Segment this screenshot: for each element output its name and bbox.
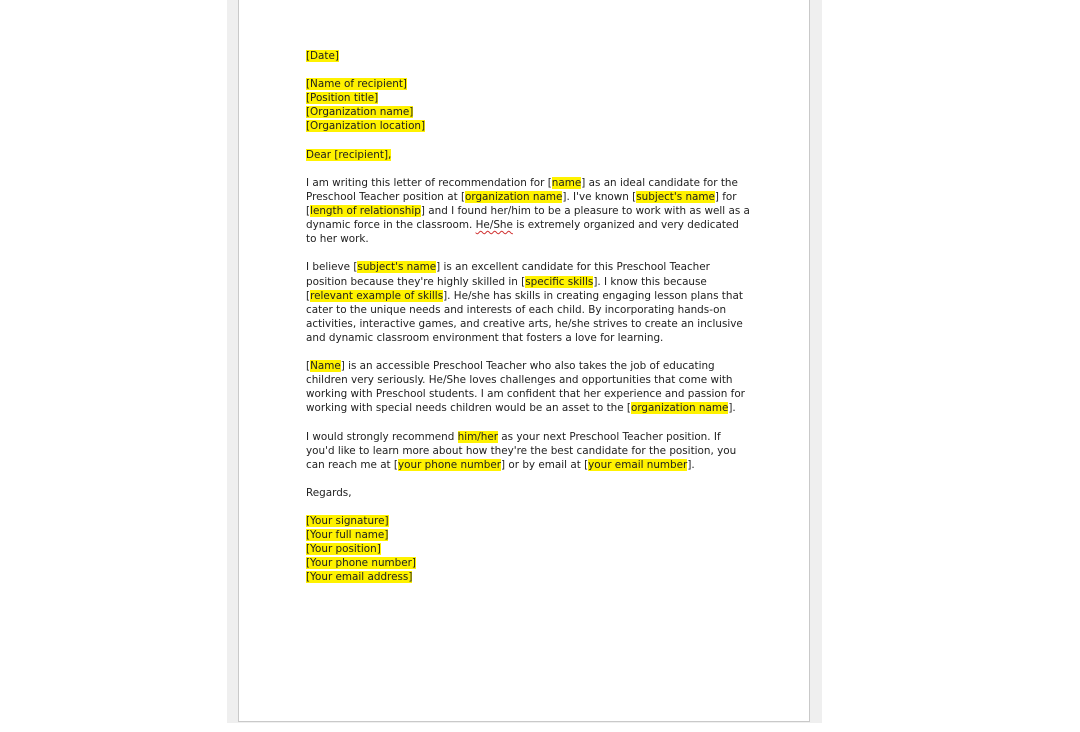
signature-placeholder: [Your signature] (306, 515, 389, 528)
text: I believe [ (306, 261, 358, 274)
spellcheck-word[interactable]: He/She (475, 219, 513, 232)
text: ]. (687, 458, 695, 471)
text: ] and I found her/him to be a pleasure to work with as well as a dynamic force in the classroom. (306, 205, 750, 232)
text: ] or by email at [ (501, 458, 589, 471)
highlight-organization-name: organization name (630, 402, 729, 415)
text: is extremely organized and very dedicated to her work. (306, 219, 739, 246)
signature-block (306, 514, 751, 584)
highlight-length-of-relationship: length of relationship (310, 205, 421, 218)
paragraph-1 (306, 176, 751, 246)
text: ] is an excellent candidate for this Preschool Teacher position because they're highly skilled in [ (306, 261, 710, 288)
paragraph-2 (306, 260, 751, 345)
date-placeholder: [Date] (306, 50, 339, 62)
text: I would strongly recommend (306, 430, 458, 443)
salutation-text: Dear [recipient], (306, 148, 392, 161)
paragraph-3 (306, 359, 751, 415)
text: ] as an ideal candidate for the Preschool Teacher position at [ (306, 176, 738, 203)
email-placeholder: [Your email address] (306, 571, 413, 584)
highlight-name: name (551, 176, 582, 189)
document-page[interactable] (238, 0, 810, 722)
letter-body[interactable] (306, 49, 751, 599)
recipient-name: [Name of recipient] (306, 78, 407, 91)
text: ] is an accessible Preschool Teacher who also takes the job of educating children very seriously. He/She loves challenges and opportunities that come with working with Preschool students. I am confident that her experience and passion for working with special needs children would be an asset to the [ (306, 360, 745, 415)
phone-placeholder: [Your phone number] (306, 557, 416, 570)
highlight-relevant-example: relevant example of skills (310, 289, 444, 302)
paragraph-4 (306, 430, 751, 472)
highlight-specific-skills: specific skills (525, 275, 594, 288)
highlight-phone-number: your phone number (398, 458, 502, 471)
recipient-block (306, 77, 751, 133)
highlight-name: Name (310, 360, 341, 373)
text: [ (306, 360, 311, 373)
organization-location: [Organization location] (306, 120, 426, 133)
text: ] for [ (306, 190, 737, 218)
date-line (306, 49, 751, 63)
highlight-organization-name: organization name (465, 190, 563, 203)
highlight-pronoun: him/her (457, 430, 498, 443)
salutation (306, 148, 751, 162)
text: ]. (728, 402, 736, 415)
text: I am writing this letter of recommendation for [ (306, 176, 552, 189)
organization-name: [Organization name] (306, 106, 414, 119)
text: ]. I've known [ (562, 190, 637, 203)
text: ]. He/she has skills in creating engaging lesson plans that cater to the unique needs and interests of each child. By incorporating hands-on activities, interactive games, and creative arts, he/she strives to create an inclusive and dynamic classroom environment that fosters a love for learning. (306, 289, 743, 344)
closing: Regards, (306, 486, 352, 499)
highlight-subject-name: subject's name (636, 190, 715, 203)
position-placeholder: [Your position] (306, 543, 381, 556)
highlight-email: your email number (588, 458, 688, 471)
text: ]. I know this because [ (306, 275, 707, 302)
position-title: [Position title] (306, 92, 379, 105)
highlight-subject-name: subject's name (357, 261, 437, 274)
full-name-placeholder: [Your full name] (306, 529, 389, 542)
text: as your next Preschool Teacher position. If you'd like to learn more about how they're the best candidate for the position, you can reach me at [ (306, 430, 737, 471)
